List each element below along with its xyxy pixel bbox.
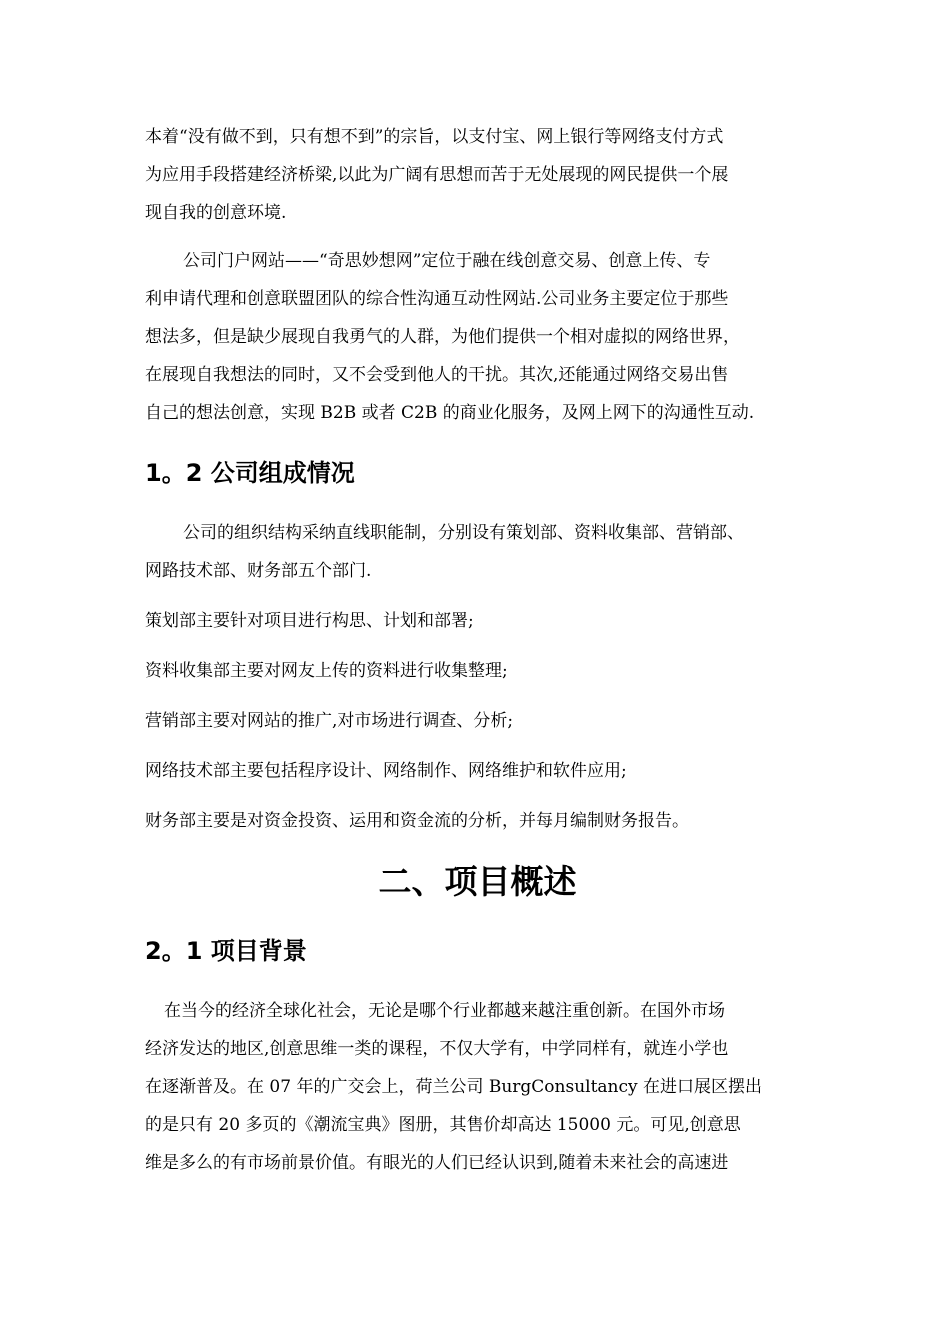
list-item: 网络技术部主要包括程序设计、网络制作、网络维护和软件应用; xyxy=(145,761,627,781)
intro-paragraph xyxy=(145,118,810,232)
list-item: 营销部主要对网站的推广,对市场进行调查、分析; xyxy=(145,711,514,731)
text-line: 在展现自我想法的同时，又不会受到他人的干扰。其次,还能通过网络交易出售 xyxy=(145,365,729,385)
text-line: 的是只有 20 多页的《潮流宝典》图册，其售价却高达 15000 元。可见,创意思 xyxy=(145,1115,741,1135)
text-line: 公司的组织结构采纳直线职能制，分别设有策划部、资料收集部、营销部、 xyxy=(183,523,744,543)
text-line: 网路技术部、财务部五个部门. xyxy=(145,561,372,581)
section-heading-2-1: 2。1 项目背景 xyxy=(145,937,307,965)
text-line: 维是多么的有市场前景价值。有眼光的人们已经认识到,随着未来社会的高速进 xyxy=(145,1153,729,1173)
list-item: 策划部主要针对项目进行构思、计划和部署; xyxy=(145,611,474,631)
text-line: 本着“没有做不到，只有想不到”的宗旨，以支付宝、网上银行等网络支付方式 xyxy=(145,127,724,147)
list-item: 财务部主要是对资金投资、运用和资金流的分析，并每月编制财务报告。 xyxy=(145,811,689,831)
department-list xyxy=(145,602,810,840)
text-line: 经济发达的地区,创意思维一类的课程，不仅大学有，中学同样有，就连小学也 xyxy=(145,1039,729,1059)
text-line: 为应用手段搭建经济桥梁,以此为广阔有思想而苦于无处展现的网民提供一个展 xyxy=(145,165,729,185)
list-item: 资料收集部主要对网友上传的资料进行收集整理; xyxy=(145,661,508,681)
text-line: 公司门户网站——“奇思妙想网”定位于融在线创意交易、创意上传、专 xyxy=(183,251,711,271)
text-line: 自己的想法创意，实现 B2B 或者 C2B 的商业化服务，及网上网下的沟通性互动. xyxy=(145,403,755,423)
portal-paragraph xyxy=(145,242,810,432)
page-content xyxy=(145,118,810,1182)
section-heading-1-2: 1。2 公司组成情况 xyxy=(145,459,355,487)
chapter-title: 二、项目概述 xyxy=(378,862,577,901)
text-line: 利申请代理和创意联盟团队的综合性沟通互动性网站.公司业务主要定位于那些 xyxy=(145,289,729,309)
text-line: 在逐渐普及。在 07 年的广交会上，荷兰公司 BurgConsultancy 在进口展区摆出 xyxy=(145,1077,763,1097)
background-paragraph xyxy=(145,992,810,1182)
text-line: 在当今的经济全球化社会，无论是哪个行业都越来越注重创新。在国外市场 xyxy=(164,1001,725,1021)
text-line: 想法多，但是缺少展现自我勇气的人群，为他们提供一个相对虚拟的网络世界， xyxy=(145,327,740,347)
org-paragraph xyxy=(145,514,810,590)
text-line: 现自我的创意环境. xyxy=(145,203,287,223)
